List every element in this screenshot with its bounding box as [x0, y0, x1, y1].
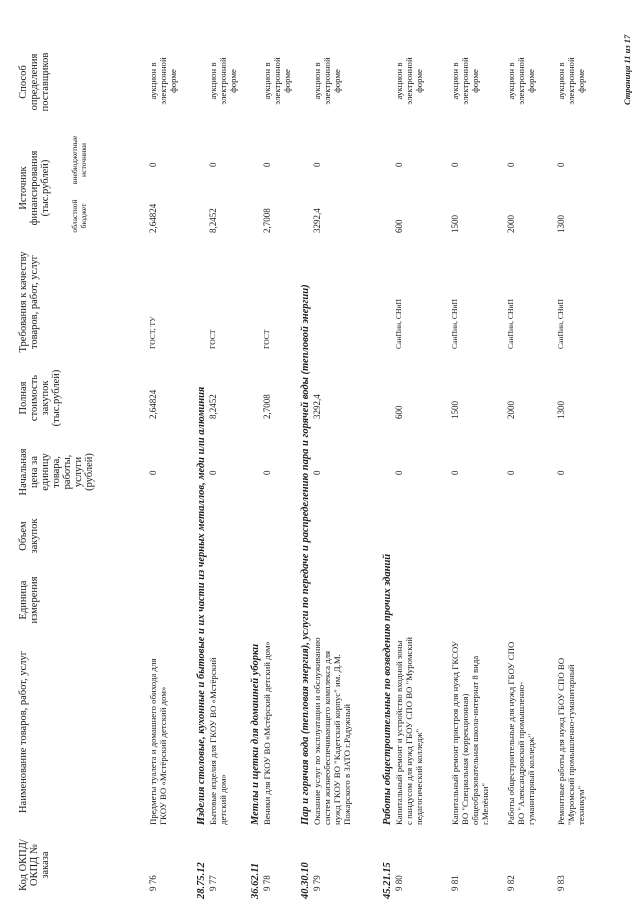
- row-number: 9 77: [208, 875, 218, 891]
- row-funding-regional: 2,64824: [148, 203, 158, 233]
- row-method: аукцион в электронной форме: [394, 57, 424, 105]
- row-number: 9 82: [506, 875, 516, 891]
- section-code: 45.21.15: [382, 862, 393, 899]
- row-funding-regional: 2,7008: [262, 208, 272, 233]
- header-volume: Объем закупок: [18, 518, 40, 554]
- row-full-cost: 1300: [556, 401, 566, 419]
- section-title: Пар и горячая вода (тепловая энергия), услуги по передаче и распределению пара и горячей воды (тепловой энергии): [300, 284, 311, 825]
- row-full-cost: 2,7008: [262, 394, 272, 419]
- row-funding-regional: 600: [394, 219, 404, 233]
- header-funding-extra: внебюджетные источники: [70, 135, 88, 185]
- row-full-cost: 2000: [506, 401, 516, 419]
- row-requirements: ГОСТ, ТУ: [148, 316, 157, 349]
- row-funding-extra: 0: [556, 162, 566, 167]
- header-method: Способ определения поставщиков: [18, 52, 51, 112]
- row-name: Бытовые изделия для ГКОУ ВО «Мстёрский детский дом»: [208, 657, 228, 825]
- row-requirements: СанПин, СНиП: [394, 298, 403, 349]
- row-funding-extra: 0: [506, 162, 516, 167]
- row-funding-extra: 0: [148, 162, 158, 167]
- row-requirements: ГОСТ: [208, 329, 217, 349]
- row-name: Веники для ГКОУ ВО «Мстёрский детский дом»: [262, 641, 272, 825]
- row-number: 9 78: [262, 875, 272, 891]
- row-full-cost: 2,64824: [148, 389, 158, 419]
- row-name: Капитальный ремонт и устройство входной зоны с пандусом для нужд ГБОУ СПО ВО "Муромский педагогический колледж": [394, 637, 424, 825]
- row-name: Капитальный ремонт пристроя для нужд ГКСОУ ВО "Специальная (коррекционная) общеобразовательная школа-интернат 8 вида г.Мелёнки": [450, 641, 490, 825]
- row-init-price: 0: [394, 470, 404, 475]
- row-name: Работы общестроительные для нужд ГБОУ СПО ВО "Александровский промышленно-гуманитарный колледж": [506, 641, 536, 825]
- header-name: Наименование товаров, работ, услуг: [18, 650, 29, 814]
- row-init-price: 0: [450, 470, 460, 475]
- row-number: 9 80: [394, 875, 404, 891]
- row-method: аукцион в электронной форме: [148, 57, 178, 105]
- row-funding-regional: 3292,4: [312, 208, 322, 233]
- row-init-price: 0: [312, 470, 322, 475]
- row-full-cost: 3292,4: [312, 394, 322, 419]
- row-init-price: 0: [208, 470, 218, 475]
- row-method: аукцион в электронной форме: [208, 57, 238, 105]
- header-init-price: Начальная цена за единицу товара, работы, услуги (рублей): [18, 448, 95, 496]
- row-method: аукцион в электронной форме: [450, 57, 480, 105]
- row-init-price: 0: [262, 470, 272, 475]
- header-funding: Источник финансирования (тыс.рублей): [18, 150, 51, 226]
- row-method: аукцион в электронной форме: [262, 57, 292, 105]
- row-requirements: СанПин, СНиП: [450, 298, 459, 349]
- row-number: 9 76: [148, 875, 158, 891]
- section-title: Изделия столовые, кухонные и бытовые и их части из черных металлов, меди или алюминия: [196, 386, 207, 825]
- row-requirements: СанПин, СНиП: [506, 298, 515, 349]
- row-funding-extra: 0: [262, 162, 272, 167]
- row-funding-extra: 0: [394, 162, 404, 167]
- row-funding-regional: 1300: [556, 215, 566, 233]
- row-funding-extra: 0: [450, 162, 460, 167]
- row-method: аукцион в электронной форме: [556, 57, 586, 105]
- row-method: аукцион в электронной форме: [506, 57, 536, 105]
- row-requirements: ГОСТ: [262, 329, 271, 349]
- row-funding-regional: 1500: [450, 215, 460, 233]
- section-code: 28.75.12: [196, 862, 207, 899]
- header-code: Код ОКПД/ ОКПД № заказа: [18, 839, 51, 891]
- row-init-price: 0: [506, 470, 516, 475]
- row-funding-regional: 8,2452: [208, 208, 218, 233]
- row-full-cost: 600: [394, 405, 404, 419]
- header-unit: Единица измерения: [18, 576, 40, 624]
- header-requirements: Требования к качеству товаров, работ, услуг: [18, 251, 40, 353]
- row-number: 9 83: [556, 875, 566, 891]
- row-funding-extra: 0: [312, 162, 322, 167]
- page-footer: Страница 11 из 17: [622, 34, 632, 105]
- row-init-price: 0: [148, 470, 158, 475]
- header-funding-regional: областной бюджет: [70, 199, 88, 233]
- row-name: Предметы туалета и домашнего обихода для ГКОУ ВО «Мстёрский детский дом»: [148, 658, 168, 825]
- header-full-cost: Полная стоимость закупок (тыс.рублей): [18, 369, 62, 427]
- row-funding-regional: 2000: [506, 215, 516, 233]
- row-method: аукцион в электронной форме: [312, 57, 342, 105]
- row-name: Ремонтные работы для нужд ГБОУ СПО ВО "Муромский промышленно-гуманитарный техникум": [556, 657, 586, 825]
- row-full-cost: 8,2452: [208, 394, 218, 419]
- row-full-cost: 1500: [450, 401, 460, 419]
- row-name: Оказание услуг по эксплуатации и обслуживанию систем жизнеобеспечивающего комплекса для нужд ГКОУ ВО "Кадетский корпус" им. Д.М. Пожарского в ЗАТО г.Радужный: [312, 637, 352, 825]
- row-number: 9 79: [312, 875, 322, 891]
- section-title: Метлы и щетки для домашней уборки: [250, 643, 261, 825]
- section-title: Работы общестроительные по возведению прочих зданий: [382, 553, 393, 825]
- section-code: 40.30.10: [300, 862, 311, 899]
- section-code: 36.62.11: [250, 862, 261, 899]
- row-init-price: 0: [556, 470, 566, 475]
- row-requirements: СанПин, СНиП: [556, 298, 565, 349]
- row-funding-extra: 0: [208, 162, 218, 167]
- row-number: 9 81: [450, 875, 460, 891]
